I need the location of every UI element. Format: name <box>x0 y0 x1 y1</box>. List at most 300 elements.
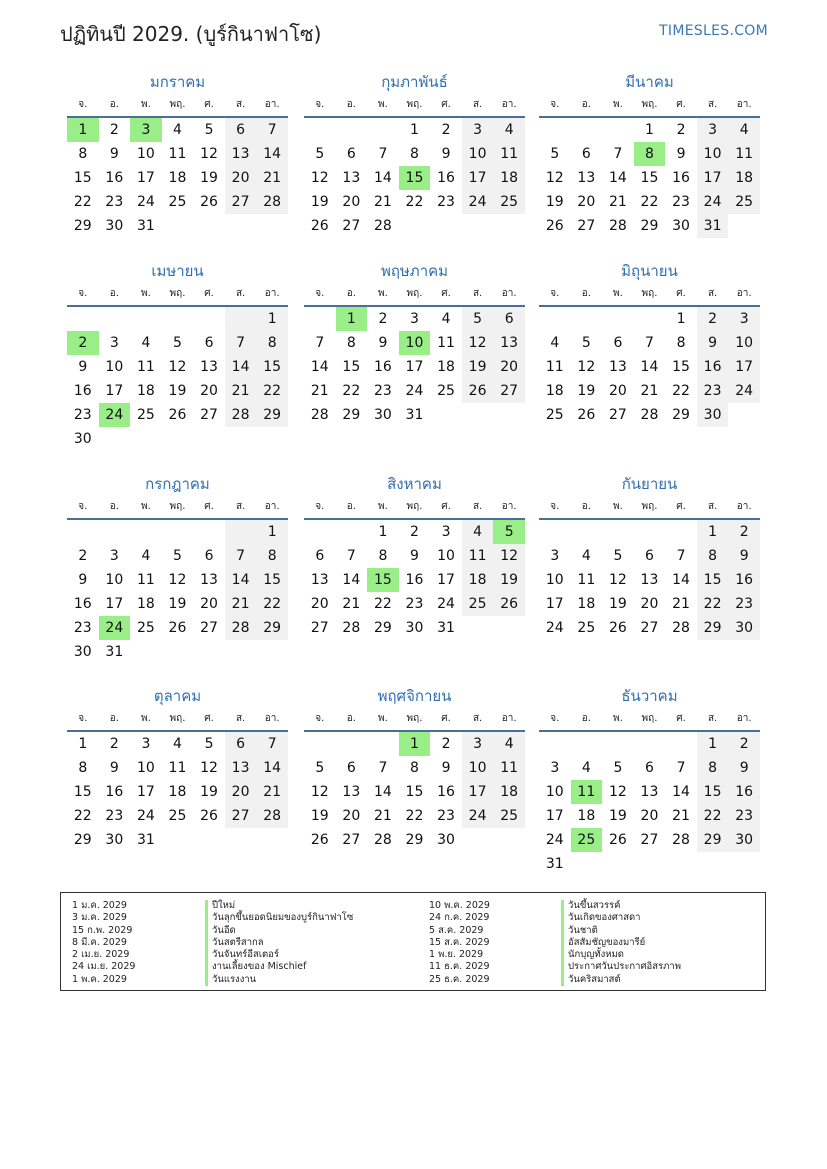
day-cell[interactable]: 30 <box>728 828 760 852</box>
day-cell[interactable]: 14 <box>640 359 659 375</box>
day-cell[interactable]: 3 <box>728 307 760 331</box>
day-cell[interactable]: 23 <box>373 383 392 399</box>
day-cell[interactable]: 4 <box>728 118 760 142</box>
day-cell[interactable]: 11 <box>437 335 455 351</box>
day-cell[interactable]: 19 <box>200 784 218 800</box>
day-cell[interactable]: 7 <box>645 335 654 351</box>
day-cell[interactable]: 15 <box>73 784 92 800</box>
day-cell[interactable]: 7 <box>378 760 388 776</box>
day-cell[interactable]: 29 <box>672 407 690 423</box>
day-cell[interactable]: 8 <box>634 142 666 166</box>
day-cell[interactable]: 12 <box>200 146 218 162</box>
day-cell[interactable]: 7 <box>378 146 388 162</box>
day-cell[interactable]: 20 <box>493 355 525 379</box>
day-cell[interactable]: 8 <box>378 548 388 564</box>
day-cell[interactable]: 15 <box>367 568 399 592</box>
day-cell[interactable]: 2 <box>410 524 419 540</box>
day-cell[interactable]: 28 <box>373 832 392 848</box>
day-cell[interactable]: 1 <box>378 524 388 540</box>
day-cell[interactable]: 6 <box>346 760 356 776</box>
day-cell[interactable]: 17 <box>545 808 564 824</box>
day-cell[interactable]: 18 <box>545 383 564 399</box>
day-cell[interactable]: 23 <box>73 620 92 636</box>
day-cell[interactable]: 18 <box>168 784 187 800</box>
day-cell[interactable]: 9 <box>697 331 729 355</box>
day-cell[interactable]: 18 <box>577 808 596 824</box>
day-cell[interactable]: 21 <box>608 194 627 210</box>
day-cell[interactable]: 4 <box>141 335 151 351</box>
day-cell[interactable]: 26 <box>545 218 564 234</box>
day-cell[interactable]: 7 <box>225 544 257 568</box>
day-cell[interactable]: 2 <box>67 331 99 355</box>
day-cell[interactable]: 18 <box>493 780 525 804</box>
day-cell[interactable]: 4 <box>550 335 560 351</box>
day-cell[interactable]: 29 <box>697 828 729 852</box>
day-cell[interactable]: 19 <box>462 355 494 379</box>
day-cell[interactable]: 5 <box>493 520 525 544</box>
day-cell[interactable]: 14 <box>373 784 392 800</box>
day-cell[interactable]: 27 <box>640 832 659 848</box>
day-cell[interactable]: 16 <box>728 568 760 592</box>
day-cell[interactable]: 24 <box>545 620 564 636</box>
day-cell[interactable]: 1 <box>399 732 431 756</box>
day-cell[interactable]: 2 <box>728 520 760 544</box>
day-cell[interactable]: 18 <box>462 568 494 592</box>
day-cell[interactable]: 6 <box>204 335 214 351</box>
day-cell[interactable]: 2 <box>109 122 119 138</box>
day-cell[interactable]: 12 <box>168 572 187 588</box>
day-cell[interactable]: 28 <box>310 407 329 423</box>
day-cell[interactable]: 20 <box>225 166 257 190</box>
day-cell[interactable]: 23 <box>73 407 92 423</box>
day-cell[interactable]: 16 <box>672 170 690 186</box>
day-cell[interactable]: 21 <box>672 596 690 612</box>
day-cell[interactable]: 20 <box>200 596 218 612</box>
day-cell[interactable]: 24 <box>99 403 131 427</box>
day-cell[interactable]: 1 <box>67 118 99 142</box>
day-cell[interactable]: 17 <box>105 383 124 399</box>
day-cell[interactable]: 25 <box>493 804 525 828</box>
day-cell[interactable]: 29 <box>256 616 288 640</box>
day-cell[interactable]: 18 <box>136 596 155 612</box>
day-cell[interactable]: 9 <box>109 760 119 776</box>
day-cell[interactable]: 8 <box>676 335 686 351</box>
day-cell[interactable]: 10 <box>545 572 564 588</box>
day-cell[interactable]: 8 <box>697 544 729 568</box>
day-cell[interactable]: 30 <box>73 644 92 660</box>
day-cell[interactable]: 7 <box>256 732 288 756</box>
day-cell[interactable]: 10 <box>697 142 729 166</box>
day-cell[interactable]: 7 <box>315 335 325 351</box>
day-cell[interactable]: 25 <box>493 190 525 214</box>
day-cell[interactable]: 30 <box>105 218 124 234</box>
day-cell[interactable]: 6 <box>225 732 257 756</box>
day-cell[interactable]: 28 <box>608 218 627 234</box>
day-cell[interactable]: 18 <box>437 359 455 375</box>
day-cell[interactable]: 8 <box>410 146 419 162</box>
day-cell[interactable]: 4 <box>462 520 494 544</box>
day-cell[interactable]: 28 <box>672 620 690 636</box>
day-cell[interactable]: 15 <box>399 166 431 190</box>
day-cell[interactable]: 29 <box>342 407 361 423</box>
day-cell[interactable]: 30 <box>405 620 424 636</box>
day-cell[interactable]: 15 <box>342 359 361 375</box>
day-cell[interactable]: 9 <box>728 544 760 568</box>
day-cell[interactable]: 25 <box>437 383 455 399</box>
day-cell[interactable]: 22 <box>73 808 92 824</box>
day-cell[interactable]: 4 <box>493 732 525 756</box>
day-cell[interactable]: 7 <box>225 331 257 355</box>
day-cell[interactable]: 24 <box>405 383 424 399</box>
day-cell[interactable]: 24 <box>136 808 155 824</box>
day-cell[interactable]: 12 <box>577 359 596 375</box>
day-cell[interactable]: 4 <box>173 122 182 138</box>
day-cell[interactable]: 22 <box>697 804 729 828</box>
day-cell[interactable]: 21 <box>373 808 392 824</box>
day-cell[interactable]: 9 <box>410 548 419 564</box>
day-cell[interactable]: 25 <box>168 194 187 210</box>
day-cell[interactable]: 12 <box>545 170 564 186</box>
day-cell[interactable]: 2 <box>109 736 119 752</box>
day-cell[interactable]: 5 <box>462 307 494 331</box>
day-cell[interactable]: 20 <box>310 596 329 612</box>
day-cell[interactable]: 31 <box>105 644 124 660</box>
day-cell[interactable]: 19 <box>577 383 596 399</box>
day-cell[interactable]: 4 <box>581 548 591 564</box>
day-cell[interactable]: 10 <box>399 331 431 355</box>
day-cell[interactable]: 27 <box>608 407 627 423</box>
day-cell[interactable]: 11 <box>493 756 525 780</box>
day-cell[interactable]: 2 <box>378 311 388 327</box>
day-cell[interactable]: 5 <box>581 335 591 351</box>
day-cell[interactable]: 5 <box>173 548 182 564</box>
day-cell[interactable]: 13 <box>493 331 525 355</box>
day-cell[interactable]: 26 <box>200 808 218 824</box>
day-cell[interactable]: 3 <box>441 524 451 540</box>
day-cell[interactable]: 13 <box>342 170 361 186</box>
day-cell[interactable]: 26 <box>577 407 596 423</box>
day-cell[interactable]: 3 <box>130 118 162 142</box>
day-cell[interactable]: 11 <box>168 146 187 162</box>
day-cell[interactable]: 18 <box>577 596 596 612</box>
day-cell[interactable]: 9 <box>78 572 88 588</box>
day-cell[interactable]: 14 <box>608 170 627 186</box>
day-cell[interactable]: 8 <box>256 544 288 568</box>
day-cell[interactable]: 2 <box>441 122 451 138</box>
day-cell[interactable]: 11 <box>493 142 525 166</box>
day-cell[interactable]: 14 <box>672 784 690 800</box>
day-cell[interactable]: 31 <box>437 620 455 636</box>
day-cell[interactable]: 28 <box>256 804 288 828</box>
day-cell[interactable]: 27 <box>200 407 218 423</box>
day-cell[interactable]: 17 <box>462 780 494 804</box>
day-cell[interactable]: 21 <box>225 379 257 403</box>
day-cell[interactable]: 21 <box>672 808 690 824</box>
day-cell[interactable]: 13 <box>608 359 627 375</box>
day-cell[interactable]: 30 <box>672 218 690 234</box>
day-cell[interactable]: 19 <box>310 808 329 824</box>
day-cell[interactable]: 11 <box>462 544 494 568</box>
day-cell[interactable]: 8 <box>256 331 288 355</box>
day-cell[interactable]: 6 <box>613 335 623 351</box>
day-cell[interactable]: 22 <box>373 596 392 612</box>
day-cell[interactable]: 16 <box>373 359 392 375</box>
day-cell[interactable]: 12 <box>493 544 525 568</box>
day-cell[interactable]: 18 <box>493 166 525 190</box>
day-cell[interactable]: 22 <box>405 194 424 210</box>
day-cell[interactable]: 16 <box>405 572 424 588</box>
day-cell[interactable]: 13 <box>200 359 218 375</box>
day-cell[interactable]: 27 <box>342 832 361 848</box>
day-cell[interactable]: 10 <box>105 359 124 375</box>
day-cell[interactable]: 31 <box>136 832 155 848</box>
day-cell[interactable]: 1 <box>697 520 729 544</box>
day-cell[interactable]: 22 <box>73 194 92 210</box>
day-cell[interactable]: 19 <box>545 194 564 210</box>
day-cell[interactable]: 30 <box>105 832 124 848</box>
day-cell[interactable]: 21 <box>640 383 659 399</box>
day-cell[interactable]: 23 <box>437 194 455 210</box>
day-cell[interactable]: 6 <box>204 548 214 564</box>
day-cell[interactable]: 23 <box>728 592 760 616</box>
day-cell[interactable]: 2 <box>728 732 760 756</box>
day-cell[interactable]: 17 <box>105 596 124 612</box>
day-cell[interactable]: 23 <box>672 194 690 210</box>
day-cell[interactable]: 14 <box>225 355 257 379</box>
day-cell[interactable]: 27 <box>225 190 257 214</box>
day-cell[interactable]: 4 <box>581 760 591 776</box>
day-cell[interactable]: 22 <box>640 194 659 210</box>
day-cell[interactable]: 29 <box>256 403 288 427</box>
day-cell[interactable]: 12 <box>168 359 187 375</box>
day-cell[interactable]: 28 <box>225 403 257 427</box>
day-cell[interactable]: 27 <box>577 218 596 234</box>
day-cell[interactable]: 25 <box>168 808 187 824</box>
day-cell[interactable]: 12 <box>310 170 329 186</box>
day-cell[interactable]: 24 <box>99 616 131 640</box>
day-cell[interactable]: 15 <box>256 568 288 592</box>
day-cell[interactable]: 24 <box>437 596 455 612</box>
day-cell[interactable]: 14 <box>310 359 329 375</box>
day-cell[interactable]: 7 <box>346 548 356 564</box>
day-cell[interactable]: 10 <box>136 146 155 162</box>
day-cell[interactable]: 28 <box>640 407 659 423</box>
day-cell[interactable]: 17 <box>462 166 494 190</box>
day-cell[interactable]: 31 <box>405 407 424 423</box>
day-cell[interactable]: 17 <box>728 355 760 379</box>
day-cell[interactable]: 11 <box>168 760 187 776</box>
day-cell[interactable]: 20 <box>608 383 627 399</box>
day-cell[interactable]: 21 <box>256 780 288 804</box>
day-cell[interactable]: 10 <box>136 760 155 776</box>
day-cell[interactable]: 25 <box>577 620 596 636</box>
day-cell[interactable]: 24 <box>545 832 564 848</box>
day-cell[interactable]: 9 <box>78 359 88 375</box>
day-cell[interactable]: 14 <box>373 170 392 186</box>
day-cell[interactable]: 18 <box>728 166 760 190</box>
day-cell[interactable]: 9 <box>109 146 119 162</box>
day-cell[interactable]: 25 <box>545 407 564 423</box>
day-cell[interactable]: 10 <box>728 331 760 355</box>
day-cell[interactable]: 28 <box>225 616 257 640</box>
day-cell[interactable]: 15 <box>697 780 729 804</box>
day-cell[interactable]: 23 <box>728 804 760 828</box>
day-cell[interactable]: 19 <box>608 596 627 612</box>
day-cell[interactable]: 31 <box>697 214 729 238</box>
day-cell[interactable]: 1 <box>645 122 654 138</box>
day-cell[interactable]: 20 <box>200 383 218 399</box>
day-cell[interactable]: 20 <box>640 808 659 824</box>
day-cell[interactable]: 5 <box>550 146 560 162</box>
day-cell[interactable]: 28 <box>256 190 288 214</box>
day-cell[interactable]: 20 <box>640 596 659 612</box>
day-cell[interactable]: 12 <box>608 572 627 588</box>
day-cell[interactable]: 25 <box>136 620 155 636</box>
day-cell[interactable]: 24 <box>462 804 494 828</box>
day-cell[interactable]: 29 <box>373 620 392 636</box>
day-cell[interactable]: 26 <box>462 379 494 403</box>
day-cell[interactable]: 24 <box>728 379 760 403</box>
day-cell[interactable]: 5 <box>613 548 623 564</box>
day-cell[interactable]: 12 <box>310 784 329 800</box>
day-cell[interactable]: 1 <box>256 520 288 544</box>
day-cell[interactable]: 11 <box>571 780 603 804</box>
day-cell[interactable]: 22 <box>256 379 288 403</box>
day-cell[interactable]: 8 <box>78 760 88 776</box>
day-cell[interactable]: 21 <box>373 194 392 210</box>
day-cell[interactable]: 21 <box>310 383 329 399</box>
day-cell[interactable]: 7 <box>676 548 686 564</box>
day-cell[interactable]: 2 <box>441 736 451 752</box>
day-cell[interactable]: 31 <box>545 856 564 872</box>
day-cell[interactable]: 14 <box>342 572 361 588</box>
day-cell[interactable]: 27 <box>342 218 361 234</box>
day-cell[interactable]: 13 <box>577 170 596 186</box>
day-cell[interactable]: 10 <box>462 142 494 166</box>
day-cell[interactable]: 13 <box>225 756 257 780</box>
day-cell[interactable]: 14 <box>672 572 690 588</box>
day-cell[interactable]: 17 <box>697 166 729 190</box>
day-cell[interactable]: 29 <box>73 218 92 234</box>
day-cell[interactable]: 12 <box>200 760 218 776</box>
day-cell[interactable]: 5 <box>315 146 325 162</box>
day-cell[interactable]: 9 <box>728 756 760 780</box>
day-cell[interactable]: 11 <box>577 572 596 588</box>
day-cell[interactable]: 19 <box>168 383 187 399</box>
day-cell[interactable]: 26 <box>310 218 329 234</box>
day-cell[interactable]: 10 <box>462 756 494 780</box>
day-cell[interactable]: 22 <box>697 592 729 616</box>
day-cell[interactable]: 4 <box>141 548 151 564</box>
day-cell[interactable]: 1 <box>410 122 419 138</box>
day-cell[interactable]: 2 <box>78 548 88 564</box>
day-cell[interactable]: 3 <box>462 732 494 756</box>
day-cell[interactable]: 19 <box>608 808 627 824</box>
day-cell[interactable]: 8 <box>410 760 419 776</box>
day-cell[interactable]: 8 <box>697 756 729 780</box>
day-cell[interactable]: 8 <box>78 146 88 162</box>
day-cell[interactable]: 22 <box>672 383 690 399</box>
day-cell[interactable]: 15 <box>672 359 690 375</box>
day-cell[interactable]: 27 <box>225 804 257 828</box>
day-cell[interactable]: 17 <box>437 572 455 588</box>
day-cell[interactable]: 17 <box>545 596 564 612</box>
day-cell[interactable]: 1 <box>697 732 729 756</box>
day-cell[interactable]: 26 <box>200 194 218 210</box>
day-cell[interactable]: 5 <box>315 760 325 776</box>
day-cell[interactable]: 21 <box>256 166 288 190</box>
day-cell[interactable]: 6 <box>493 307 525 331</box>
day-cell[interactable]: 15 <box>256 355 288 379</box>
day-cell[interactable]: 11 <box>545 359 564 375</box>
day-cell[interactable]: 23 <box>105 808 124 824</box>
day-cell[interactable]: 14 <box>225 568 257 592</box>
day-cell[interactable]: 15 <box>73 170 92 186</box>
day-cell[interactable]: 9 <box>378 335 388 351</box>
day-cell[interactable]: 27 <box>310 620 329 636</box>
day-cell[interactable]: 4 <box>493 118 525 142</box>
day-cell[interactable]: 4 <box>173 736 182 752</box>
day-cell[interactable]: 19 <box>200 170 218 186</box>
day-cell[interactable]: 20 <box>577 194 596 210</box>
day-cell[interactable]: 16 <box>73 383 92 399</box>
day-cell[interactable]: 4 <box>441 311 451 327</box>
day-cell[interactable]: 20 <box>225 780 257 804</box>
day-cell[interactable]: 31 <box>136 218 155 234</box>
day-cell[interactable]: 25 <box>136 407 155 423</box>
day-cell[interactable]: 5 <box>173 335 182 351</box>
day-cell[interactable]: 24 <box>697 190 729 214</box>
day-cell[interactable]: 23 <box>437 808 455 824</box>
day-cell[interactable]: 25 <box>571 828 603 852</box>
day-cell[interactable]: 14 <box>256 756 288 780</box>
day-cell[interactable]: 29 <box>73 832 92 848</box>
day-cell[interactable]: 16 <box>105 784 124 800</box>
day-cell[interactable]: 21 <box>225 592 257 616</box>
day-cell[interactable]: 11 <box>136 572 155 588</box>
day-cell[interactable]: 6 <box>225 118 257 142</box>
day-cell[interactable]: 30 <box>437 832 455 848</box>
day-cell[interactable]: 19 <box>310 194 329 210</box>
day-cell[interactable]: 3 <box>109 335 119 351</box>
day-cell[interactable]: 25 <box>462 592 494 616</box>
day-cell[interactable]: 25 <box>728 190 760 214</box>
day-cell[interactable]: 16 <box>437 784 455 800</box>
day-cell[interactable]: 18 <box>136 383 155 399</box>
day-cell[interactable]: 20 <box>342 194 361 210</box>
day-cell[interactable]: 14 <box>256 142 288 166</box>
day-cell[interactable]: 30 <box>73 431 92 447</box>
day-cell[interactable]: 29 <box>640 218 659 234</box>
day-cell[interactable]: 13 <box>225 142 257 166</box>
day-cell[interactable]: 13 <box>342 784 361 800</box>
day-cell[interactable]: 1 <box>676 311 686 327</box>
day-cell[interactable]: 29 <box>405 832 424 848</box>
day-cell[interactable]: 17 <box>405 359 424 375</box>
day-cell[interactable]: 13 <box>200 572 218 588</box>
day-cell[interactable]: 24 <box>136 194 155 210</box>
day-cell[interactable]: 27 <box>200 620 218 636</box>
day-cell[interactable]: 10 <box>545 784 564 800</box>
day-cell[interactable]: 9 <box>441 146 451 162</box>
day-cell[interactable]: 3 <box>410 311 419 327</box>
day-cell[interactable]: 29 <box>697 616 729 640</box>
day-cell[interactable]: 28 <box>342 620 361 636</box>
day-cell[interactable]: 2 <box>697 307 729 331</box>
day-cell[interactable]: 12 <box>608 784 627 800</box>
day-cell[interactable]: 3 <box>550 760 560 776</box>
day-cell[interactable]: 26 <box>310 832 329 848</box>
